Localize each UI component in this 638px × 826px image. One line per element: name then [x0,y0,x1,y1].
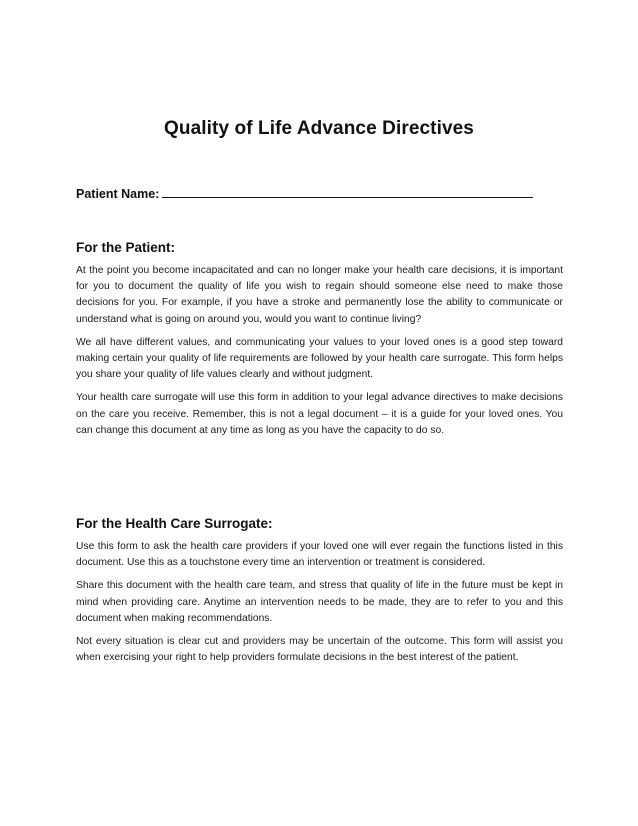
page-title: Quality of Life Advance Directives [164,118,474,139]
for-patient-paragraph-1: At the point you become incapacitated and can no longer make your health care decisions, it is important for you to document the quality of life you wish to regain should someone else need to make those decisions for you. For example, if you have a stroke and permanently lose the ability to communicate or understand what is going on around you, would you want to continue living? [76,265,563,325]
for-surrogate-paragraph-2: Share this document with the health care team, and stress that quality of life in the future must be kept in mind when providing care. Anytime an intervention needs to be made, they are to refer to you and this document when making recommendations. [76,580,563,624]
for-surrogate-heading: For the Health Care Surrogate: [76,516,273,531]
for-surrogate-section [76,516,563,673]
patient-name-label: Patient Name: [76,187,160,201]
for-patient-section [76,240,563,446]
for-patient-paragraph-3: Your health care surrogate will use this form in addition to your legal advance directives to make decisions on the care you receive. Remember, this is not a legal document – it is a guide for your loved ones. You can change this document at any time as long as you have the capacity to do so. [76,392,563,436]
for-patient-heading: For the Patient: [76,240,176,255]
for-patient-paragraph-2: We all have different values, and communicating your values to your loved ones is a good step toward making certain your quality of life requirements are followed by your health care surrogate. This form helps you share your quality of life values clearly and without judgment. [76,336,563,381]
patient-name-field[interactable] [76,186,533,201]
for-surrogate-paragraph-1: Use this form to ask the health care providers if your loved one will ever regain the functions listed in this document. Use this as a touchstone every time an intervention or treatment is considered. [76,541,563,569]
patient-name-blank-line[interactable] [162,186,533,198]
for-surrogate-paragraph-3: Not every situation is clear cut and providers may be uncertain of the outcome. This form will assist you when exercising your right to help providers formulate decisions in the best interest of the patient. [76,636,563,664]
